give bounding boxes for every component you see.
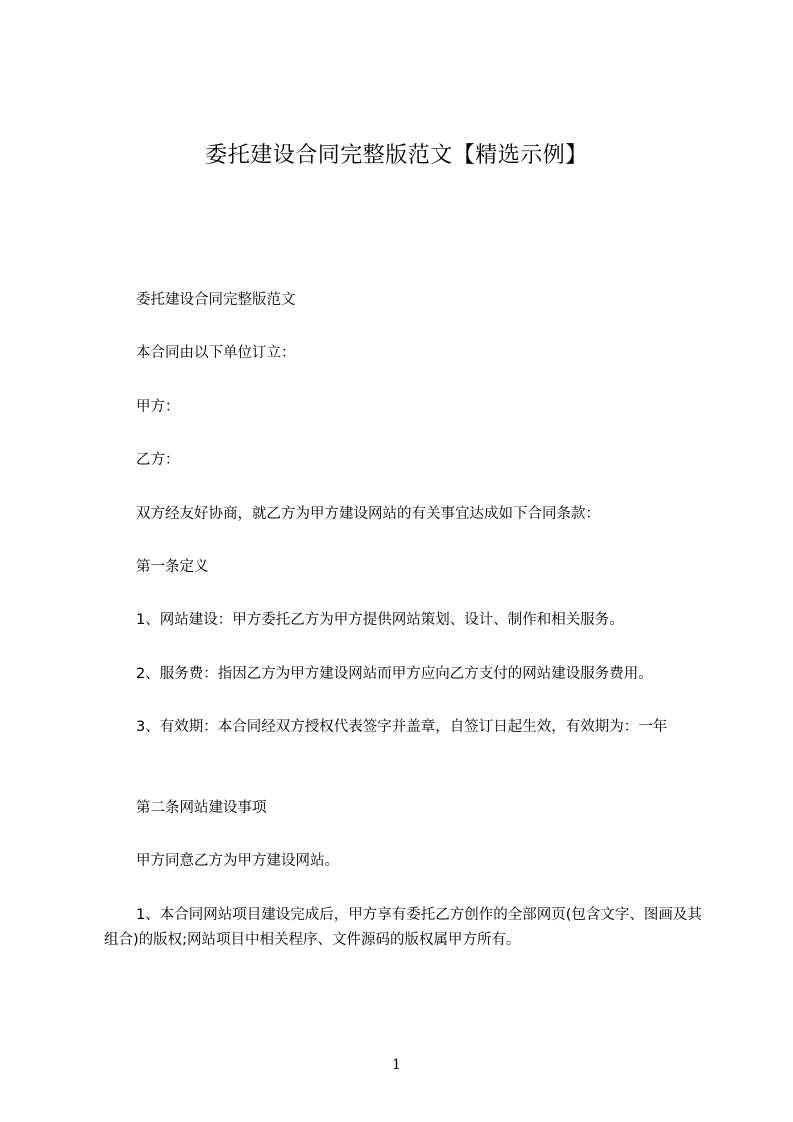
- page-number: 1: [392, 1057, 401, 1073]
- paragraph-article-1-heading: 第一条定义: [136, 559, 209, 575]
- paragraph-article-2-heading: 第二条网站建设事项: [136, 800, 267, 816]
- paragraph-definition-validity: 3、有效期：本合同经双方授权代表签字并盖章，自签订日起生效，有效期为：一年: [136, 719, 668, 735]
- paragraph-definition-website: 1、网站建设：甲方委托乙方为甲方提供网站策划、设计、制作和相关服务。: [136, 612, 624, 628]
- paragraph-party-a: 甲方：: [136, 399, 180, 415]
- paragraph-copyright: 1、本合同网站项目建设完成后，甲方享有委托乙方创作的全部网页(包含文字、图画及其组合)的版权;网站项目中相关程序、文件源码的版权属甲方所有。: [104, 907, 702, 948]
- paragraph-negotiation: 双方经友好协商，就乙方为甲方建设网站的有关事宜达成如下合同条款：: [136, 506, 600, 522]
- paragraph-agreement: 甲方同意乙方为甲方建设网站。: [136, 853, 339, 869]
- paragraph-subtitle: 委托建设合同完整版范文: [136, 292, 296, 308]
- document-title: 委托建设合同完整版范文【精选示例】: [205, 143, 588, 168]
- paragraph-definition-service-fee: 2、服务费：指因乙方为甲方建设网站而甲方应向乙方支付的网站建设服务费用。: [136, 666, 653, 682]
- paragraph-parties-intro: 本合同由以下单位订立：: [136, 345, 296, 361]
- paragraph-party-b: 乙方：: [136, 452, 180, 468]
